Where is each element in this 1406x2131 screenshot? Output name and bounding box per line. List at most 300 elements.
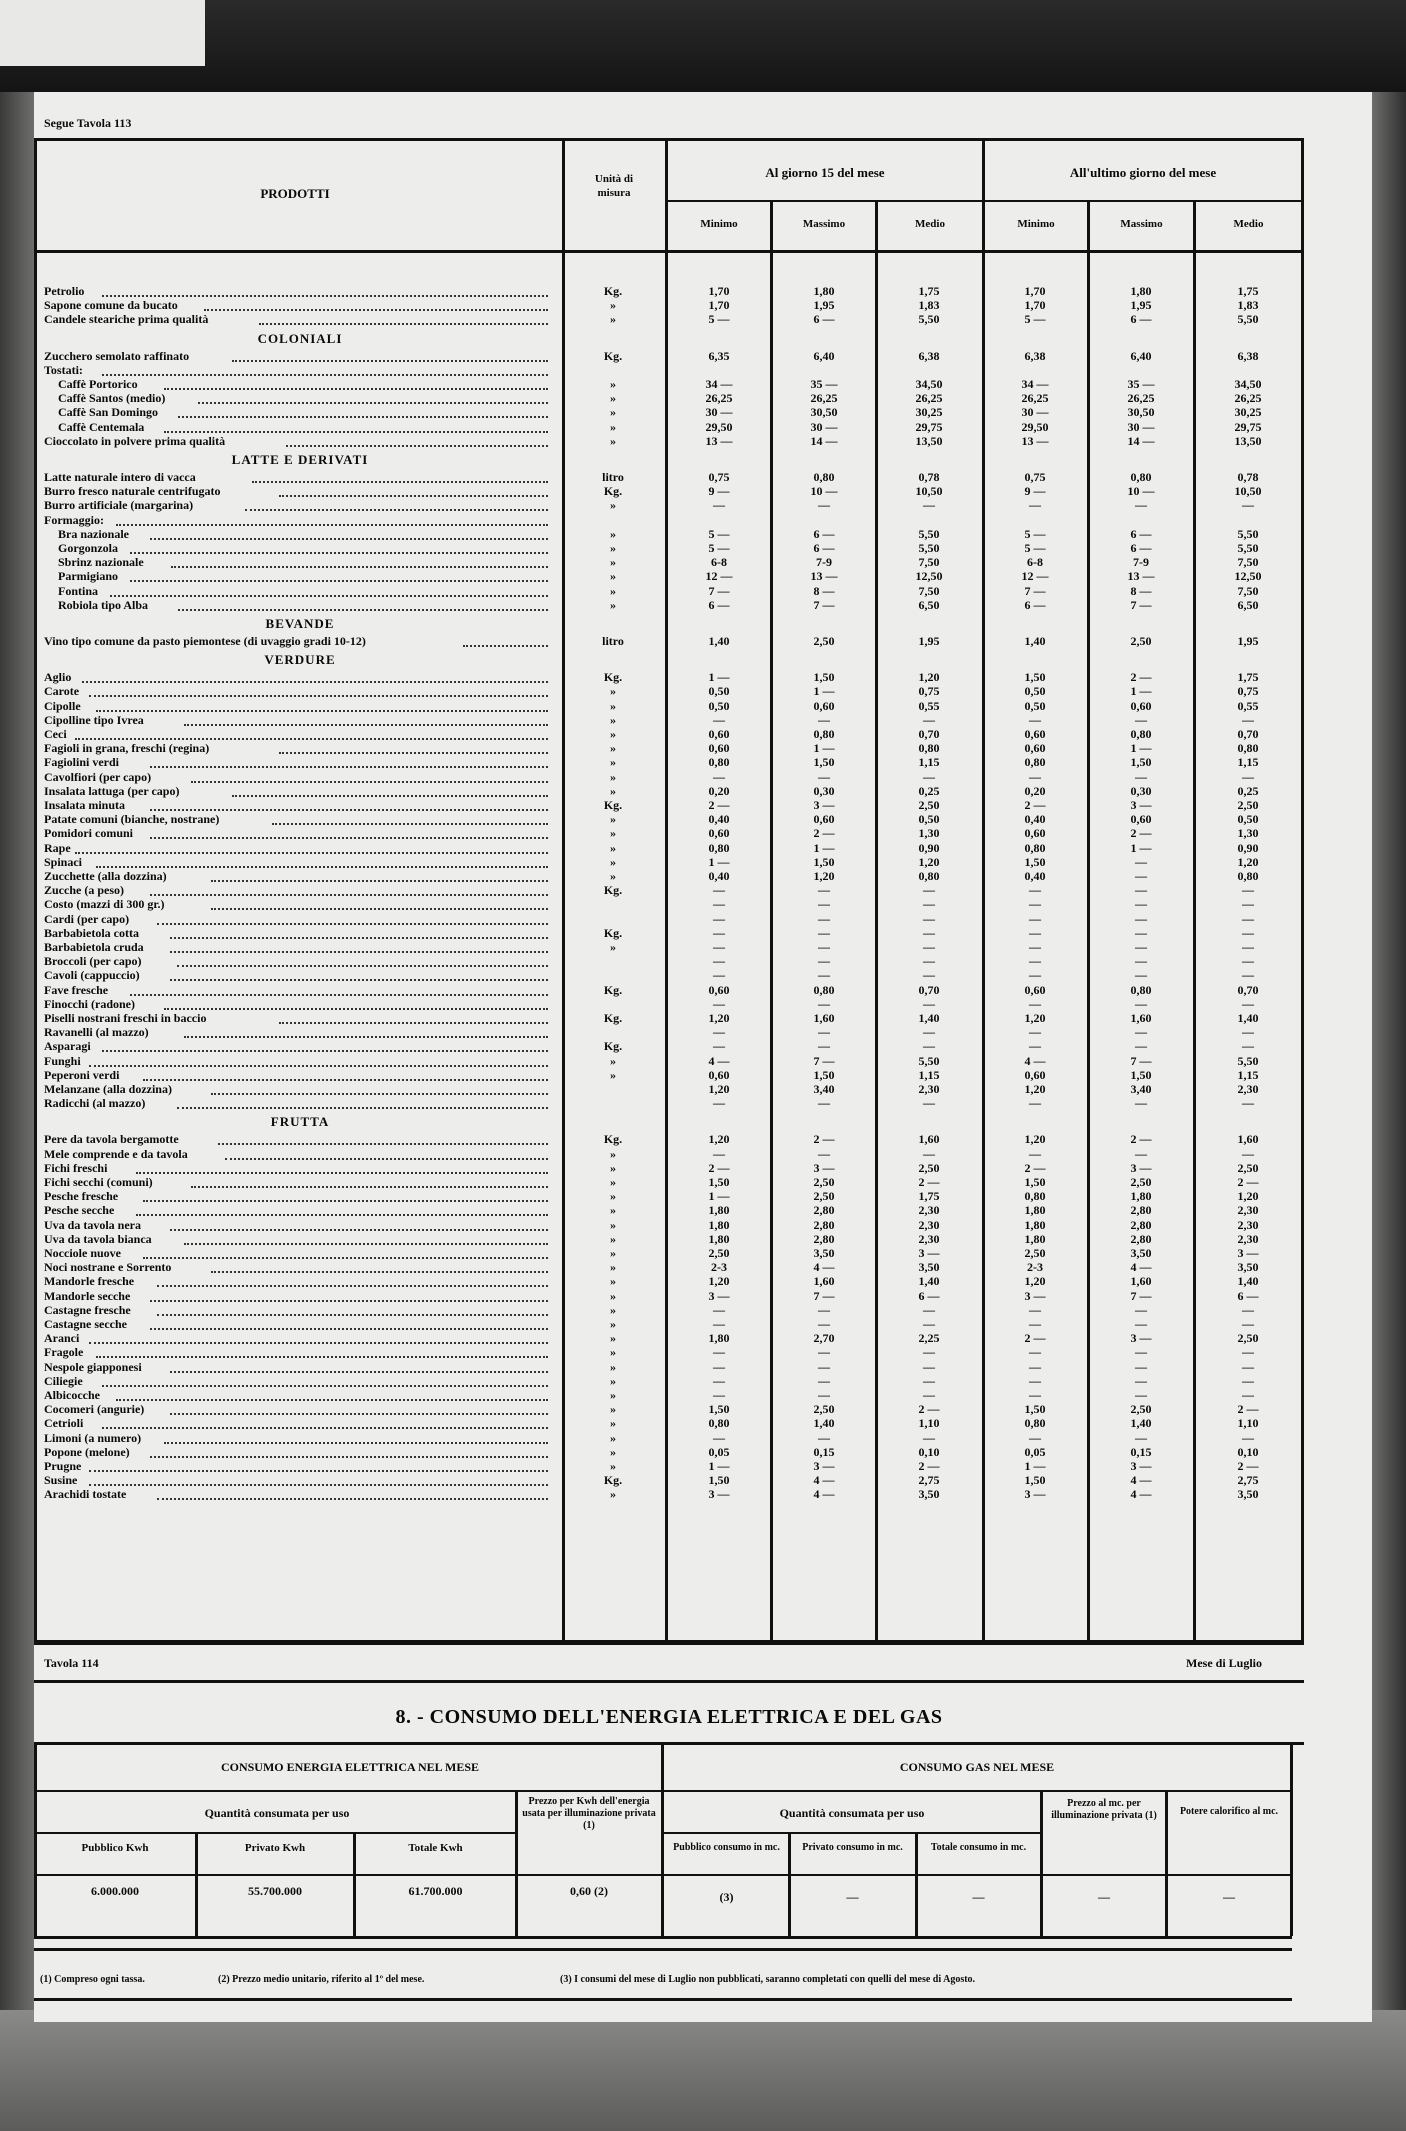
row-value: — — [713, 897, 725, 912]
col-rule-5 — [1087, 200, 1090, 1643]
row-value: 7 — — [708, 583, 730, 598]
row-product-name: Mele comprende e da tavola — [44, 1146, 188, 1161]
row-value: 1,50 — [708, 1402, 730, 1417]
row-value: — — [818, 1039, 830, 1054]
leader-dots — [164, 386, 548, 390]
row-value: 3 — — [813, 798, 835, 812]
elec-val-pubblico: 6.000.000 — [91, 1884, 139, 1898]
row-value: 6 — — [918, 1288, 940, 1303]
row-value: 1,50 — [1024, 1402, 1046, 1417]
row-product-name: Insalata minuta — [44, 798, 126, 812]
row-value: 1,50 — [1024, 1473, 1046, 1488]
row-product-name: Cioccolato in polvere prima qualità — [44, 433, 226, 448]
row-unit: Kg. — [603, 798, 623, 812]
row-unit: Kg. — [603, 1039, 623, 1054]
row-value: 1 — — [1024, 1459, 1046, 1473]
row-value: 0,50 — [1024, 698, 1046, 713]
row-value: — — [1135, 911, 1147, 926]
row-value: 12 — — [1021, 569, 1049, 584]
row-product-name: Sapone comune da bucato — [44, 298, 178, 313]
row-value: 2 — — [813, 1132, 835, 1147]
row-value: — — [1135, 897, 1147, 912]
row-value: 7 — — [1130, 597, 1152, 612]
row-value: — — [1029, 1373, 1041, 1388]
lower-top-rule — [34, 1642, 1304, 1645]
row-value: — — [818, 968, 830, 983]
elec-cols-rule — [34, 1874, 662, 1876]
row-value: 2,70 — [813, 1331, 835, 1346]
row-unit: » — [610, 755, 616, 770]
row-unit: » — [610, 769, 616, 784]
row-value: 1,60 — [813, 1274, 835, 1289]
leader-dots — [218, 1141, 548, 1145]
elec-price-label: Prezzo per Kwh dell'energia usata per illuminazione privata (1) — [522, 1796, 656, 1831]
row-value: 6 — — [708, 597, 730, 612]
row-value: 7 — — [1024, 583, 1046, 598]
row-value: 0,78 — [918, 470, 940, 484]
row-value: 1,50 — [1024, 670, 1046, 685]
row-product-name: Susine — [44, 1473, 78, 1488]
row-value: — — [1029, 911, 1041, 926]
row-product-name: Pomidori comuni — [44, 826, 133, 841]
leader-dots — [170, 935, 548, 939]
row-value: 2,80 — [813, 1231, 835, 1246]
row-value: — — [1242, 883, 1254, 898]
row-value: 1,50 — [813, 854, 835, 869]
lower-left-rule — [34, 1742, 37, 1936]
row-product-name: Pere da tavola bergamotte — [44, 1132, 179, 1147]
section-title: COLONIALI — [257, 330, 343, 346]
row-value: 4 — — [1130, 1260, 1152, 1275]
row-value: 1,75 — [918, 1189, 940, 1204]
row-value: 7 — — [813, 597, 835, 612]
row-product-name: Candele steariche prima qualità — [44, 312, 209, 327]
row-product-name: Caffè Santos (medio) — [58, 391, 166, 406]
row-product-name: Finocchi (radone) — [44, 996, 135, 1011]
lower-mid-rule — [661, 1742, 664, 1936]
tavola-label: Tavola 114 — [44, 1656, 99, 1670]
row-value: — — [713, 1430, 725, 1445]
row-product-name: Patate comuni (bianche, nostrane) — [44, 812, 220, 827]
row-product-name: Cavoli (cappuccio) — [44, 968, 140, 983]
leader-dots — [184, 1241, 548, 1245]
row-value: 0,55 — [918, 698, 940, 713]
row-value: 7-9 — [1133, 555, 1149, 570]
row-value: 0,80 — [1237, 741, 1259, 756]
row-unit: » — [610, 1203, 616, 1218]
row-product-name: Caffè Portorico — [58, 377, 138, 391]
row-value: 12,50 — [1234, 569, 1262, 584]
row-value: 13,50 — [915, 433, 943, 448]
row-value: 5,50 — [918, 526, 940, 541]
row-value: 10,50 — [915, 484, 943, 499]
row-value: 2-3 — [1027, 1260, 1043, 1275]
col-rule-2 — [770, 200, 773, 1643]
row-value: 6 — — [1130, 312, 1152, 327]
row-value: — — [1135, 996, 1147, 1011]
row-value: 0,50 — [1024, 684, 1046, 699]
gas-val-price: — — [1098, 1890, 1110, 1904]
row-value: 2,30 — [918, 1217, 940, 1232]
row-value: 1,50 — [813, 670, 835, 685]
row-value: 1,20 — [708, 1274, 730, 1289]
lower-right-rule — [1290, 1742, 1293, 1936]
leader-dots — [150, 764, 548, 768]
row-product-name: Uva da tavola nera — [44, 1217, 141, 1232]
row-value: 0,80 — [708, 840, 730, 855]
row-product-name: Noci nostrane e Sorrento — [44, 1260, 172, 1275]
lower-head-rule — [34, 1790, 1292, 1792]
row-value: — — [713, 883, 725, 898]
row-value: 0,60 — [1024, 826, 1046, 841]
row-value: 0,20 — [1024, 783, 1046, 798]
row-unit: » — [610, 1274, 616, 1289]
table-right-rule — [1301, 138, 1304, 1643]
row-value: — — [923, 1388, 935, 1402]
row-value: — — [923, 996, 935, 1011]
row-value: — — [923, 897, 935, 912]
row-value: — — [818, 925, 830, 940]
row-product-name: Fagioli in grana, freschi (regina) — [44, 741, 210, 756]
row-product-name: Barbabietola cruda — [44, 940, 144, 954]
row-value: 7,50 — [1237, 583, 1259, 598]
gas-col-totale: Totale consumo in mc. — [930, 1842, 1027, 1853]
row-value: 30 — — [1127, 419, 1155, 434]
row-value: — — [1135, 498, 1147, 513]
row-value: 1,20 — [918, 854, 940, 869]
row-unit: » — [610, 555, 616, 570]
row-value: 1,75 — [1237, 670, 1259, 685]
row-value: — — [818, 1345, 830, 1360]
row-value: 1,40 — [708, 634, 730, 648]
leader-dots — [463, 643, 548, 647]
leader-dots — [164, 1440, 548, 1444]
row-value: 34,50 — [1234, 377, 1262, 391]
row-value: — — [1242, 1096, 1254, 1111]
row-unit: » — [610, 940, 616, 954]
row-value: 1 — — [813, 741, 835, 756]
row-product-name: Burro artificiale (margarina) — [44, 498, 194, 513]
row-value: 3 — — [1130, 1331, 1152, 1346]
row-value: — — [1135, 883, 1147, 898]
row-unit: Kg. — [603, 284, 623, 298]
header-unit: Unità di misura — [594, 173, 634, 199]
row-value: 1,75 — [1237, 284, 1259, 298]
row-value: 0,40 — [1024, 812, 1046, 827]
elec-col-rule-2 — [353, 1834, 356, 1936]
leader-dots — [89, 1063, 548, 1067]
row-value: 2,50 — [1024, 1246, 1046, 1260]
row-unit: Kg. — [603, 982, 623, 997]
row-value: 0,90 — [1237, 840, 1259, 855]
row-value: — — [818, 1302, 830, 1317]
row-value: — — [818, 1317, 830, 1331]
row-value: — — [713, 769, 725, 784]
row-value: — — [1135, 968, 1147, 983]
leader-dots — [279, 493, 548, 497]
row-value: 0,60 — [1024, 982, 1046, 997]
row-value: — — [923, 1039, 935, 1054]
row-value: 30,25 — [1234, 405, 1262, 420]
leader-dots — [130, 992, 548, 996]
leader-dots — [143, 1077, 548, 1081]
row-unit: Kg. — [603, 348, 623, 363]
section-title: LATTE E DERIVATI — [231, 452, 369, 467]
row-value: 0,60 — [1130, 812, 1152, 827]
leader-dots — [75, 850, 548, 854]
row-product-name: Albicocche — [44, 1388, 100, 1402]
row-value: — — [713, 911, 725, 926]
row-value: 2 — — [1130, 670, 1152, 685]
elec-qty-label: Quantità consumata per uso — [204, 1806, 350, 1820]
row-value: 1,20 — [1024, 1011, 1046, 1025]
row-value: 13 — — [705, 433, 733, 448]
row-value: 1,40 — [918, 1274, 940, 1289]
row-value: 1,10 — [1237, 1416, 1259, 1431]
row-value: — — [923, 498, 935, 513]
row-product-name: Cipolle — [44, 698, 81, 713]
row-value: 6 — — [1237, 1288, 1259, 1303]
row-unit: » — [610, 1053, 616, 1068]
row-value: 4 — — [1130, 1487, 1152, 1502]
elec-price-rule — [515, 1792, 518, 1936]
row-value: 2,75 — [1237, 1473, 1259, 1488]
row-value: 13 — — [810, 569, 838, 584]
row-value: 1,20 — [708, 1082, 730, 1096]
section-title-energy: 8. - CONSUMO DELL'ENERGIA ELETTRICA E DEL GAS — [395, 1706, 943, 1728]
row-value: — — [1242, 1025, 1254, 1040]
row-value: 3 — — [1130, 798, 1152, 812]
row-value: 2,50 — [708, 1246, 730, 1260]
gas-col-pubblico: Pubblico consumo in mc. — [673, 1842, 780, 1853]
row-unit: » — [610, 1217, 616, 1232]
row-value: 3,40 — [1130, 1082, 1152, 1096]
row-unit: » — [610, 298, 616, 313]
row-value: — — [923, 911, 935, 926]
row-unit: » — [610, 1175, 616, 1189]
row-value: 0,10 — [1237, 1444, 1259, 1459]
elec-val-totale: 61.700.000 — [408, 1884, 463, 1898]
row-product-name: Castagne secche — [44, 1317, 127, 1331]
row-value: 2,50 — [918, 1160, 940, 1175]
subheader-min2: Minimo — [1017, 218, 1055, 230]
leader-dots — [279, 750, 548, 754]
row-value: 0,15 — [813, 1444, 835, 1459]
row-value: 1,30 — [1237, 826, 1259, 841]
row-value: — — [923, 940, 935, 954]
row-value: 1,40 — [813, 1416, 835, 1431]
row-value: 1,70 — [1024, 284, 1046, 298]
row-value: — — [1029, 712, 1041, 727]
row-value: 4 — — [813, 1473, 835, 1488]
row-value: 2 — — [918, 1175, 940, 1189]
row-product-name: Zucchero semolato raffinato — [44, 348, 190, 363]
row-value: 2,50 — [813, 1402, 835, 1417]
leader-dots — [170, 949, 548, 953]
row-value: 1,50 — [813, 1067, 835, 1082]
row-value: 3,50 — [813, 1246, 835, 1260]
col-rule-values — [665, 138, 668, 1643]
row-value: 3,50 — [1130, 1246, 1152, 1260]
row-value: — — [923, 883, 935, 898]
leader-dots — [150, 892, 548, 896]
row-product-name: Cipolline tipo Ivrea — [44, 712, 144, 727]
row-value: — — [1029, 940, 1041, 954]
row-value: — — [923, 954, 935, 969]
row-value: — — [1135, 1388, 1147, 1402]
row-value: 29,75 — [915, 419, 943, 434]
gas-col-rule-1 — [788, 1834, 791, 1936]
row-value: 5 — — [708, 526, 730, 541]
row-value: — — [713, 1039, 725, 1054]
row-value: — — [1242, 940, 1254, 954]
leader-dots — [191, 1184, 548, 1188]
row-product-name: Arachidi tostate — [44, 1487, 127, 1502]
row-value: 0,80 — [1024, 1416, 1046, 1431]
row-value: 34 — — [705, 377, 733, 391]
row-value: 9 — — [1024, 484, 1046, 499]
row-value: 13 — — [1127, 569, 1155, 584]
table-top-rule — [34, 138, 1304, 141]
row-value: 5,50 — [1237, 312, 1259, 327]
leader-dots — [150, 807, 548, 811]
row-value: 0,80 — [1024, 755, 1046, 770]
row-value: — — [1242, 968, 1254, 983]
row-value: 1,70 — [708, 284, 730, 298]
row-value: — — [1242, 712, 1254, 727]
row-product-name: Vino tipo comune da pasto piemontese (di uvaggio gradi 10-12) — [44, 634, 366, 648]
row-value: 10,50 — [1234, 484, 1262, 499]
row-value: — — [1029, 996, 1041, 1011]
leader-dots — [157, 1283, 548, 1287]
row-unit: » — [610, 1260, 616, 1275]
row-value: — — [1029, 1430, 1041, 1445]
row-value: 2,50 — [918, 798, 940, 812]
row-value: 1,20 — [1237, 854, 1259, 869]
row-value: 7,50 — [918, 583, 940, 598]
row-product-name: Melanzane (alla dozzina) — [44, 1082, 172, 1096]
elec-qty-rule — [34, 1832, 516, 1834]
row-product-name: Insalata lattuga (per capo) — [44, 783, 180, 798]
row-product-name: Limoni (a numero) — [44, 1430, 142, 1445]
row-value: 1,15 — [1237, 755, 1259, 770]
row-product-name: Fichi secchi (comuni) — [44, 1175, 153, 1189]
row-value: 1,20 — [1237, 1189, 1259, 1204]
row-product-name: Fontina — [58, 583, 99, 598]
row-value: 0,80 — [1237, 869, 1259, 883]
row-value: — — [818, 954, 830, 969]
leader-dots — [82, 679, 548, 683]
row-value: 12,50 — [915, 569, 943, 584]
leader-dots — [136, 1212, 548, 1216]
row-value: — — [1029, 498, 1041, 513]
row-value: 3,50 — [918, 1260, 940, 1275]
row-unit: » — [610, 1246, 616, 1260]
leader-dots — [102, 293, 548, 297]
row-value: 2,50 — [1237, 1331, 1259, 1346]
row-value: — — [818, 1359, 830, 1374]
row-value: 1 — — [708, 854, 730, 869]
row-value: 3 — — [1237, 1246, 1259, 1260]
row-unit: » — [610, 526, 616, 541]
row-value: 3 — — [1024, 1487, 1046, 1502]
row-value: 1 — — [813, 684, 835, 699]
row-product-name: Fichi freschi — [44, 1160, 108, 1175]
row-unit: » — [610, 869, 616, 883]
row-value: — — [923, 1430, 935, 1445]
gas-price2-rule — [1165, 1792, 1168, 1936]
row-value: 0,80 — [918, 869, 940, 883]
row-value: 0,10 — [918, 1444, 940, 1459]
row-value: 0,30 — [813, 783, 835, 798]
leader-dots — [102, 1425, 548, 1429]
leader-dots — [150, 1454, 548, 1458]
row-value: 2,80 — [1130, 1231, 1152, 1246]
row-product-name: Caffè San Domingo — [58, 405, 159, 420]
row-unit: » — [610, 1487, 616, 1502]
row-value: — — [923, 1146, 935, 1161]
row-value: 4 — — [708, 1053, 730, 1068]
leader-dots — [143, 1255, 548, 1259]
leader-dots — [116, 522, 548, 526]
row-value: — — [923, 1302, 935, 1317]
row-value: 1,50 — [1130, 1067, 1152, 1082]
row-product-name: Zucche (a peso) — [44, 883, 124, 898]
row-value: 0,70 — [918, 727, 940, 741]
row-value: 7 — — [1130, 1053, 1152, 1068]
row-value: 0,05 — [708, 1444, 730, 1459]
row-value: 34,50 — [915, 377, 943, 391]
row-value: 1,15 — [918, 1067, 940, 1082]
leader-dots — [116, 1397, 548, 1401]
row-value: 1,10 — [918, 1416, 940, 1431]
row-value: — — [923, 1345, 935, 1360]
row-value: — — [1029, 1025, 1041, 1040]
row-product-name: Formaggio: — [44, 512, 104, 527]
row-value: — — [818, 1430, 830, 1445]
row-value: 0,75 — [1024, 470, 1046, 484]
row-unit: » — [610, 1388, 616, 1402]
header-group-day15: Al giorno 15 del mese — [765, 165, 885, 180]
row-product-name: Pesche fresche — [44, 1189, 119, 1204]
row-value: — — [713, 925, 725, 940]
row-value: 0,60 — [1024, 741, 1046, 756]
leader-dots — [89, 1482, 548, 1486]
leader-dots — [252, 479, 548, 483]
row-product-name: Cardi (per capo) — [44, 911, 130, 926]
row-value: — — [713, 1317, 725, 1331]
row-value: 1,50 — [813, 755, 835, 770]
row-value: 2 — — [1024, 798, 1046, 812]
row-value: — — [1029, 769, 1041, 784]
row-value: 1 — — [1130, 741, 1152, 756]
row-value: 1,95 — [1130, 298, 1152, 313]
row-product-name: Costo (mazzi di 300 gr.) — [44, 897, 165, 912]
row-value: 1,20 — [918, 670, 940, 685]
row-unit: » — [610, 1288, 616, 1303]
gas-header: CONSUMO GAS NEL MESE — [899, 1760, 1055, 1774]
row-value: 1,95 — [1237, 634, 1259, 648]
row-value: 1,50 — [1130, 755, 1152, 770]
row-value: 5 — — [1024, 526, 1046, 541]
row-value: — — [1242, 897, 1254, 912]
row-value: 7 — — [1130, 1288, 1152, 1303]
header-bottom-rule — [34, 250, 1304, 253]
row-value: 1,95 — [918, 634, 940, 648]
row-value: 7 — — [813, 1288, 835, 1303]
row-value: — — [818, 1388, 830, 1402]
subheader-med1: Medio — [915, 218, 945, 230]
